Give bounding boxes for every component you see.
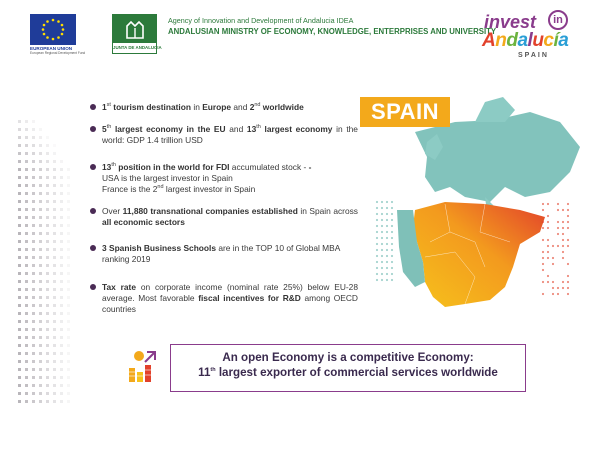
banner-headline: An open Economy is a competitive Economy: <box>222 351 474 364</box>
banner-subline: 11th largest exporter of commercial services worldwide <box>198 366 498 379</box>
agency-name: Agency of Innovation and Development of Andalucia IDEA <box>168 16 354 25</box>
list-item: 3 Spanish Business Schools are in the TOP 10 of Global MBA ranking 2019 <box>88 243 358 265</box>
list-item: 5th largest economy in the EU and 13th largest economy in the world: GDP 1.4 trillion USD <box>88 124 358 146</box>
bullet-icon <box>90 284 96 290</box>
bullet-icon <box>90 126 96 132</box>
list-item: 1st tourism destination in Europe and 2nd worldwide <box>88 102 304 113</box>
junta-caption: JUNTA DE ANDALUCIA <box>113 45 162 50</box>
junta-emblem-icon <box>113 15 156 43</box>
spain-label: SPAIN <box>360 97 450 127</box>
list-item: Over 11,880 transnational companies established in Spain across all economic sectors <box>88 206 358 228</box>
bullet-icon <box>90 208 96 214</box>
eu-subcaption: European Regional Development Fund <box>30 51 86 55</box>
brand-andalucia: Andalucía <box>482 30 569 51</box>
europe-spain-map <box>355 92 585 332</box>
brand-spain: SPAIN <box>518 52 549 59</box>
eu-flag-icon <box>30 14 76 45</box>
list-item: 13th position in the world for FDI accumulated stock - - USA is the largest investor in Spain France is the 2nd largest investor in Spain <box>88 162 311 195</box>
brand-invest: invest <box>484 12 537 32</box>
junta-logo <box>112 14 162 54</box>
brand-in-circle: in <box>548 10 568 30</box>
eu-caption: EUROPEAN UNION <box>30 46 73 51</box>
spain-landmass <box>413 202 545 307</box>
invest-in-andalucia-logo <box>482 12 582 64</box>
key-message-banner <box>170 344 526 392</box>
bullet-icon <box>90 104 96 110</box>
ministry-name: ANDALUSIAN MINISTRY OF ECONOMY, KNOWLEDGE, ENTERPRISES AND UNIVERSITY <box>168 27 497 36</box>
eu-logo <box>30 14 86 55</box>
coins-growth-icon <box>125 348 159 384</box>
bullet-icon <box>90 245 96 251</box>
bullet-icon <box>90 164 96 170</box>
left-dot-pattern <box>18 120 78 420</box>
list-item: Tax rate on corporate income (nominal rate 25%) below EU-28 average. Most favorable fiscal incentives for R&D among OECD countries <box>88 282 358 315</box>
